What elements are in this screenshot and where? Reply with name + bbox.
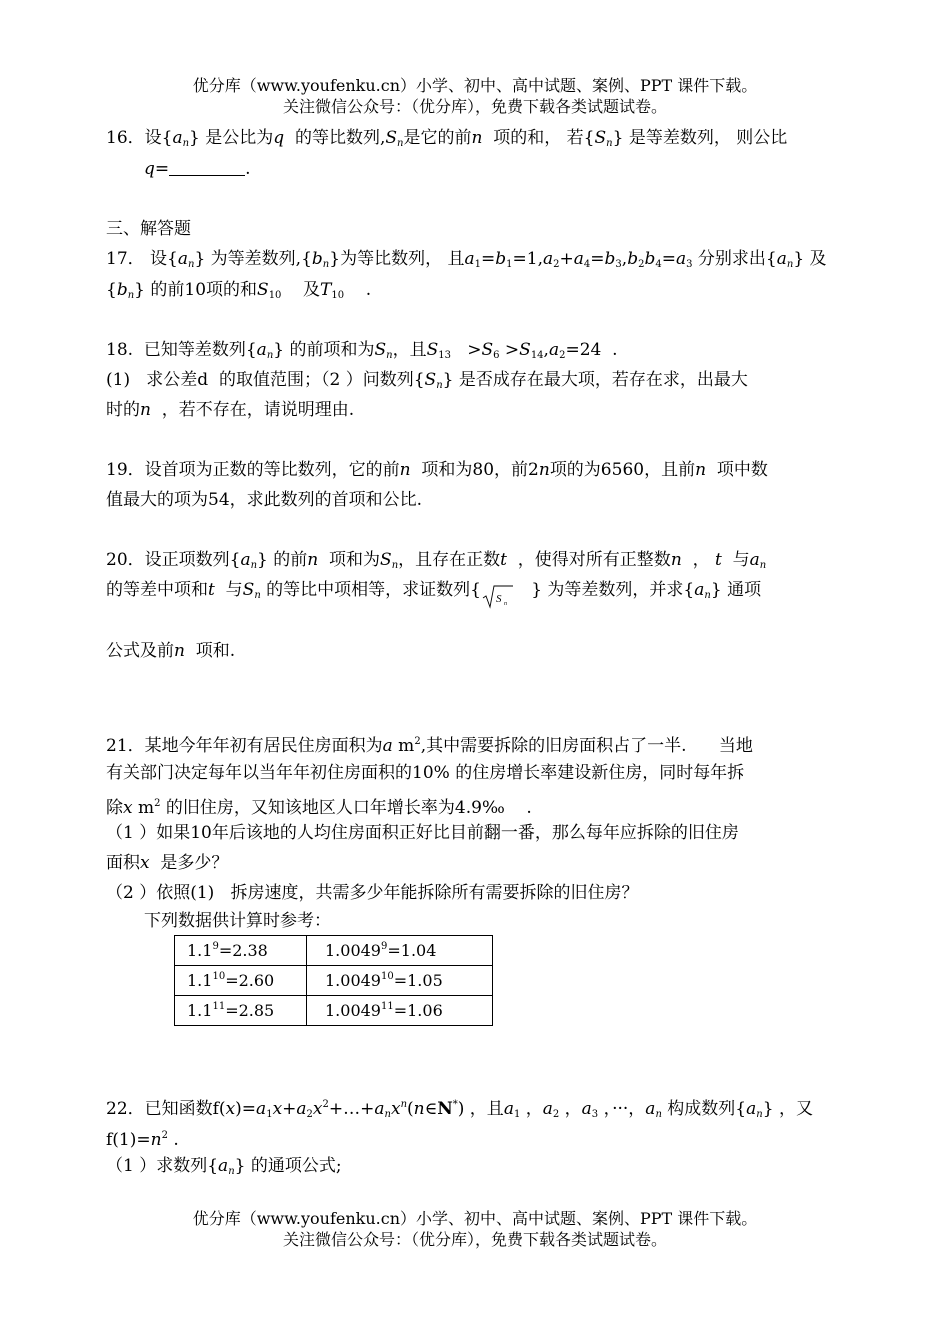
q21-line-1: 21．某地今年年初有居民住房面积为a $m^2$,其中需要拆除的旧房面积占了一半. 当地 (106, 736, 753, 756)
q19-line-1: 19．设首项为正数的等比数列，它的前n 项和为80，前2n项的为6560，且前n 项中数 (106, 460, 768, 480)
q18-line-1: 18. 已知等差数列$\{a_n\}$ 的前项和为$S_n$，且$S_{13} >S_6 >S_{14},a_2=24$ . (106, 340, 618, 361)
sqrt-sn-formula (481, 583, 515, 609)
table-row (175, 966, 493, 996)
q21-part1-line-1: （1 ）如果10年后该地的人均住房面积正好比目前翻一番，那么每年应拆除的旧住房 (106, 823, 739, 843)
header-line-1: 优分库（www.youfenku.cn）小学、初中、高中试题、案例、PPT 课件下载。 (192, 76, 758, 95)
q20-line-2: 的等差中项和t 与$S_n$ 的等比中项相等，求证数列{ S n } 为等差数列，并求$\{a_n\}$ 通项 (106, 580, 762, 607)
reference-table (174, 935, 493, 1026)
footer-line-1: 优分库（www.youfenku.cn）小学、初中、高中试题、案例、PPT 课件下载。 (192, 1209, 758, 1228)
page-header (0, 75, 950, 117)
table-cell: $1.0049^9=1.04$ (307, 936, 493, 966)
table-cell: $1.1^{10}=2.60$ (175, 966, 307, 996)
answer-blank[interactable] (169, 159, 245, 176)
table-cell: $1.0049^{10}=1.05$ (307, 966, 493, 996)
q20-line-3: 公式及前n 项和. (106, 641, 236, 661)
table-cell: $1.1^9=2.38$ (175, 936, 307, 966)
q21-line-2: 有关部门决定每年以当年年初住房面积的10% 的住房增长率建设新住房，同时每年拆 (106, 763, 745, 783)
q16-line-2: q= . (144, 159, 251, 179)
q18-line-3: 时的n ，若不存在，请说明理由. (106, 400, 355, 420)
q21-part2: （2 ）依照(1) 拆房速度，共需多少年能拆除所有需要拆除的旧住房？ (106, 883, 639, 903)
table-row (175, 996, 493, 1026)
svg-text:n: n (504, 601, 507, 607)
q22-part1: （1 ）求数列$\{a_n\}$ 的通项公式; (106, 1156, 342, 1177)
q19-line-2: 值最大的项为54，求此数列的首项和公比. (106, 490, 423, 510)
section3-title: 三、解答题 (106, 219, 191, 239)
q20-line-1: 20．设正项数列$\{a_n\}$ 的前n 项和为$S_n$，且存在正数t ，使得对所有正整数n ， t 与$a_n$ (106, 550, 767, 571)
q17-line-1: 17． 设$\{a_n\}$ 为等差数列$,\{b_n\}$为等比数列， 且$a_1=b_1=1,a_2+a_4=b_3,b_2b_4=a_3$ 分别求出$\{a_n\}$ 及 (106, 249, 827, 270)
page-footer (0, 1208, 950, 1250)
q21-part1-line-2: 面积x 是多少？ (106, 853, 229, 873)
table-cell: $1.0049^{11}=1.06$ (307, 996, 493, 1026)
q16-line-1: 16．设$\{a_n\}$ 是公比为q 的等比数列$,S_n$是它的前n 项的和， 若$\{S_n\}$ 是等差数列， 则公比 (106, 128, 788, 149)
q22-line-1: 22．已知函数$f(x)=a_1x+a_2x^2+\dots+a_nx^n(n\in N^*)$ ，且$a_1$ ，$a_2$ ，$a_3$ ，···，$a_n$ 构成数列$\{a_n\}$ ，又 (106, 1099, 813, 1120)
q18-line-2: (1) 求公差d 的取值范围；（2 ）问数列$\{S_n\}$ 是否成存在最大项，若存在求，出最大 (106, 370, 748, 391)
svg-text:S: S (496, 593, 502, 605)
footer-line-2: 关注微信公众号：（优分库），免费下载各类试题试卷。 (282, 1230, 667, 1249)
table-row (175, 936, 493, 966)
q17-line-2: $\{b_n\}$ 的前10项的和$S_{10}$ 及$T_{10}$ . (106, 280, 372, 301)
header-line-2: 关注微信公众号：（优分库），免费下载各类试题试卷。 (282, 97, 667, 116)
reference-intro: 下列数据供计算时参考： (144, 911, 331, 931)
table-cell: $1.1^{11}=2.85$ (175, 996, 307, 1026)
q22-line-2: $f(1)=n^2$ . (106, 1130, 179, 1150)
q21-line-3: 除x $m^2$ 的旧住房，又知该地区人口年增长率为4.9‰ . (106, 798, 532, 818)
